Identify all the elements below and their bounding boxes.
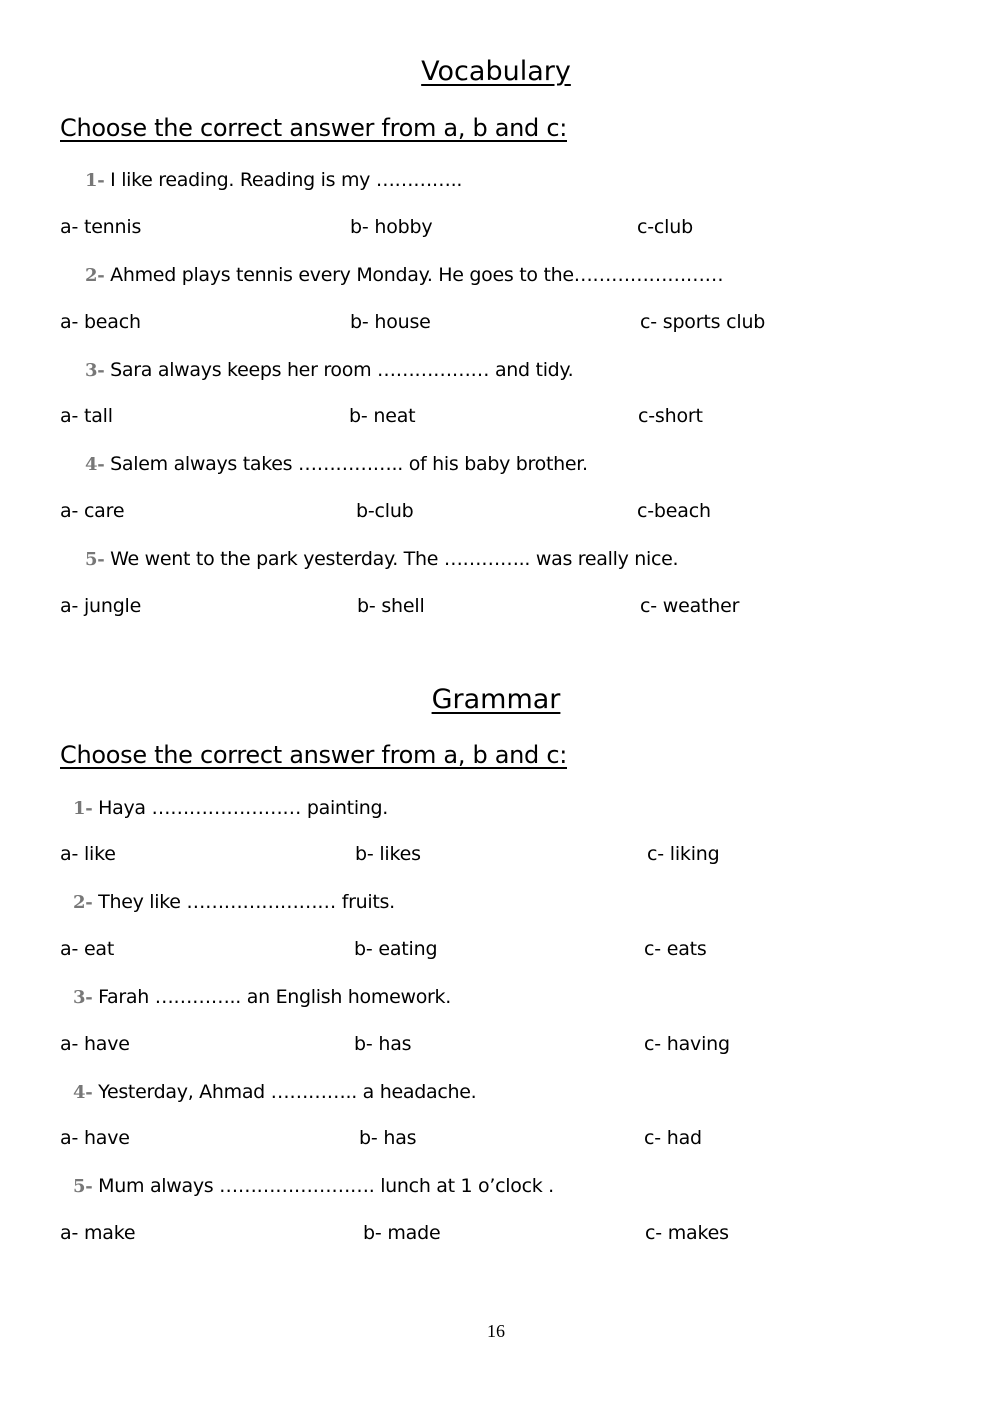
grammar-title: Grammar	[431, 684, 561, 715]
vocab-q1-option-c[interactable]: c-club	[637, 216, 693, 238]
grammar-q5-option-c[interactable]: c- makes	[645, 1222, 729, 1244]
page-number: 16	[487, 1321, 505, 1341]
vocab-q4-option-b[interactable]: b-club	[356, 500, 414, 522]
vocab-question-3	[85, 359, 573, 381]
question-text: Mum always ……………………. lunch at 1 o’clock .	[98, 1175, 554, 1197]
vocab-question-4	[85, 453, 588, 475]
question-number: 3-	[85, 360, 105, 381]
question-number: 5-	[73, 1176, 93, 1197]
question-number: 5-	[85, 549, 105, 570]
vocab-question-1	[85, 169, 462, 191]
grammar-q1-option-a[interactable]: a- like	[60, 843, 116, 865]
vocabulary-title: Vocabulary	[421, 56, 571, 87]
question-text: I like reading. Reading is my …………..	[110, 169, 463, 191]
grammar-q5-option-a[interactable]: a- make	[60, 1222, 136, 1244]
vocab-q3-option-c[interactable]: c-short	[638, 405, 703, 427]
vocab-q2-option-c[interactable]: c- sports club	[640, 311, 766, 333]
question-number: 3-	[73, 987, 93, 1008]
question-number: 2-	[73, 892, 93, 913]
vocab-q4-option-a[interactable]: a- care	[60, 500, 125, 522]
question-text: Ahmed plays tennis every Monday. He goes to the……………………	[110, 264, 724, 286]
grammar-q5-option-b[interactable]: b- made	[363, 1222, 441, 1244]
vocab-q2-option-b[interactable]: b- house	[350, 311, 431, 333]
grammar-q3-option-c[interactable]: c- having	[644, 1033, 730, 1055]
vocab-q2-option-a[interactable]: a- beach	[60, 311, 141, 333]
question-text: Salem always takes …………….. of his baby brother.	[110, 453, 588, 475]
vocab-q1-option-b[interactable]: b- hobby	[350, 216, 433, 238]
grammar-q2-option-c[interactable]: c- eats	[644, 938, 707, 960]
grammar-q1-option-b[interactable]: b- likes	[355, 843, 421, 865]
grammar-question-1	[73, 797, 388, 819]
vocab-question-2	[85, 264, 723, 286]
grammar-q4-option-b[interactable]: b- has	[359, 1127, 417, 1149]
question-text: Sara always keeps her room ……………… and tidy.	[110, 359, 574, 381]
grammar-q1-option-c[interactable]: c- liking	[647, 843, 720, 865]
vocab-q5-option-b[interactable]: b- shell	[357, 595, 425, 617]
vocab-q5-option-c[interactable]: c- weather	[640, 595, 740, 617]
question-number: 1-	[73, 798, 93, 819]
grammar-q3-option-b[interactable]: b- has	[354, 1033, 412, 1055]
grammar-question-4	[73, 1081, 476, 1103]
question-text: Haya …………………… painting.	[98, 797, 389, 819]
question-number: 2-	[85, 265, 105, 286]
question-number: 4-	[85, 454, 105, 475]
grammar-instruction: Choose the correct answer from a, b and c:	[60, 741, 567, 769]
question-number: 1-	[85, 170, 105, 191]
grammar-q4-option-c[interactable]: c- had	[644, 1127, 702, 1149]
question-text: Farah ………….. an English homework.	[98, 986, 451, 1008]
vocab-q3-option-a[interactable]: a- tall	[60, 405, 113, 427]
question-text: We went to the park yesterday. The ………….. was really nice.	[110, 548, 679, 570]
vocabulary-instruction: Choose the correct answer from a, b and c:	[60, 114, 567, 142]
vocab-q3-option-b[interactable]: b- neat	[349, 405, 416, 427]
grammar-q2-option-b[interactable]: b- eating	[354, 938, 438, 960]
vocab-q4-option-c[interactable]: c-beach	[637, 500, 711, 522]
grammar-q4-option-a[interactable]: a- have	[60, 1127, 130, 1149]
grammar-question-3	[73, 986, 451, 1008]
grammar-q2-option-a[interactable]: a- eat	[60, 938, 115, 960]
grammar-question-2	[73, 891, 395, 913]
vocab-q1-option-a[interactable]: a- tennis	[60, 216, 142, 238]
vocab-question-5	[85, 548, 678, 570]
question-number: 4-	[73, 1082, 93, 1103]
question-text: Yesterday, Ahmad ………….. a headache.	[98, 1081, 477, 1103]
grammar-q3-option-a[interactable]: a- have	[60, 1033, 130, 1055]
question-text: They like …………………… fruits.	[98, 891, 395, 913]
vocab-q5-option-a[interactable]: a- jungle	[60, 595, 142, 617]
grammar-question-5	[73, 1175, 554, 1197]
